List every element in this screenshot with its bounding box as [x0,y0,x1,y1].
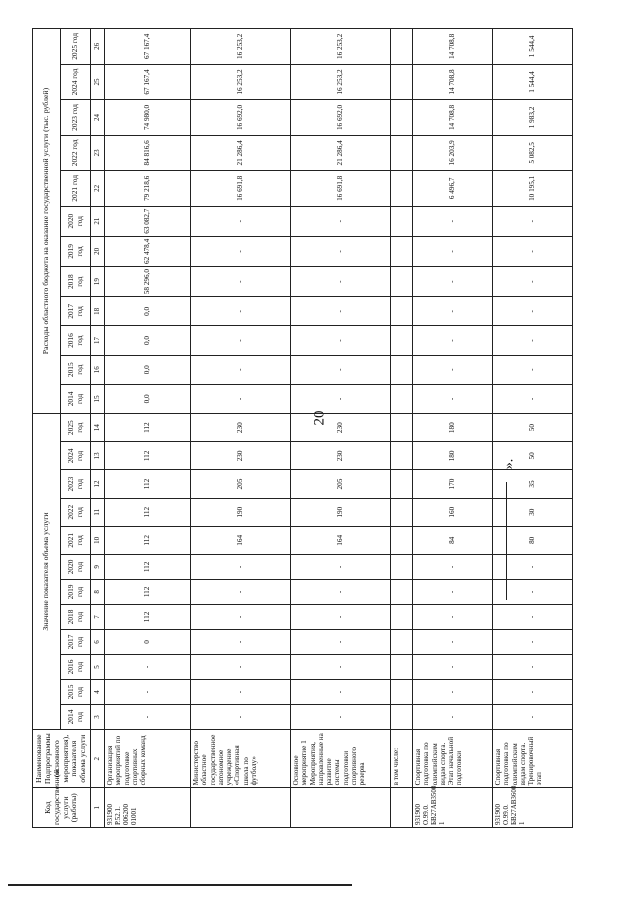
expense-value [391,206,413,236]
expense-value: 58 296,0 [105,267,191,297]
volume-value: 50 [493,442,573,470]
column-index-10: 11 [91,498,105,526]
services-table [32,28,573,828]
volume-value: - [413,629,493,654]
column-index-5: 6 [91,629,105,654]
volume-value [391,414,413,442]
volume-value: - [191,704,291,729]
volume-value: 112 [105,604,191,629]
service-name: Организация мероприятий по подготовке спортивных сборных команд [105,730,191,788]
column-index-25: 26 [91,29,105,65]
expense-value: - [413,206,493,236]
volume-value: - [191,629,291,654]
volume-value [391,654,413,679]
volume-year-3: 2017 год [61,629,91,654]
volume-value: - [413,654,493,679]
column-index-19: 20 [91,236,105,266]
expense-value: 1 544,4 [493,64,573,99]
expense-value: - [191,267,291,297]
column-index-7: 8 [91,579,105,604]
volume-value: - [105,704,191,729]
volume-value: - [493,579,573,604]
volume-value: 164 [291,526,391,554]
volume-value: 160 [413,498,493,526]
expense-value: 16 253,2 [291,29,391,65]
volume-value: - [191,604,291,629]
expense-year-3: 2017 год [61,297,91,326]
volume-value: 180 [413,414,493,442]
expense-value: 0,0 [105,384,191,413]
column-index-21: 22 [91,171,105,206]
volume-value [391,554,413,579]
column-index-0: 1 [91,788,105,828]
expense-value: 0,0 [105,297,191,326]
volume-value: 80 [493,526,573,554]
volume-value: 112 [105,442,191,470]
volume-value: 205 [191,470,291,498]
expense-value [391,135,413,170]
service-code: 931900 О.99.0. БВ27АВ3600 1 [493,788,573,828]
column-index-11: 12 [91,470,105,498]
volume-value: 112 [105,498,191,526]
volume-value: - [191,554,291,579]
volume-year-8: 2022 год [61,498,91,526]
volume-value: - [291,654,391,679]
volume-value: - [413,679,493,704]
column-index-14: 15 [91,384,105,413]
volume-value: - [291,704,391,729]
service-code: 931900 О.99.0. БВ27АВ3500 1 [413,788,493,828]
column-index-20: 21 [91,206,105,236]
expense-value: - [291,355,391,384]
expense-year-11: 2025 год [61,29,91,65]
expense-year-9: 2023 год [61,100,91,135]
expense-value: 16 691,8 [291,171,391,206]
table-row [413,29,493,828]
service-name: Министерство областное государственное автономное учреждение «Спортивная школа по футболу» [191,730,291,788]
column-index-16: 17 [91,326,105,355]
volume-value: - [493,704,573,729]
column-index-2: 3 [91,704,105,729]
expense-year-0: 2014 год [61,384,91,413]
column-index-13: 14 [91,414,105,442]
expense-value: - [191,355,291,384]
column-index-8: 9 [91,554,105,579]
service-code: 931900 Р.52.1. 006200 01001 [105,788,191,828]
expense-value: 16 253,2 [191,64,291,99]
expense-value: - [493,355,573,384]
expense-value: 62 478,4 [105,236,191,266]
expense-value: 0,0 [105,326,191,355]
expense-value: 67 167,4 [105,29,191,65]
volume-value: - [413,554,493,579]
volume-value: - [413,579,493,604]
expense-value: 10 195,1 [493,171,573,206]
volume-year-2: 2016 год [61,654,91,679]
expense-year-2: 2016 год [61,326,91,355]
volume-value: 30 [493,498,573,526]
volume-value: - [191,654,291,679]
expense-value: - [291,206,391,236]
expense-value: 67 167,4 [105,64,191,99]
expense-value: - [413,326,493,355]
volume-value: 180 [413,442,493,470]
expense-year-10: 2024 год [61,64,91,99]
expense-value: 16 253,2 [191,29,291,65]
expense-value [391,267,413,297]
volume-value [391,498,413,526]
volume-value: 112 [105,414,191,442]
expense-value: - [291,384,391,413]
expense-value: 21 286,4 [291,135,391,170]
expense-value: 16 253,2 [291,64,391,99]
column-index-22: 23 [91,135,105,170]
volume-year-5: 2019 год [61,579,91,604]
volume-value: - [291,604,391,629]
expense-value [391,236,413,266]
expense-value: - [493,206,573,236]
expense-value: 63 082,7 [105,206,191,236]
expense-value [391,297,413,326]
volume-value: 112 [105,554,191,579]
expense-value [391,384,413,413]
volume-value: 164 [191,526,291,554]
column-index-18: 19 [91,267,105,297]
expense-value: - [191,326,291,355]
expense-year-5: 2019 год [61,236,91,266]
volume-value: - [291,679,391,704]
volume-value [391,604,413,629]
volume-value: - [291,554,391,579]
expense-value: - [191,236,291,266]
expense-value [391,355,413,384]
table-row [191,29,291,828]
expense-value: 21 286,4 [191,135,291,170]
volume-year-11: 2025 год [61,414,91,442]
expense-value: 1 983,2 [493,100,573,135]
volume-value: 112 [105,526,191,554]
volume-value: 50 [493,414,573,442]
volume-value: 230 [191,442,291,470]
volume-year-6: 2020 год [61,554,91,579]
expense-value: - [291,267,391,297]
expense-value: - [493,236,573,266]
volume-value: 205 [291,470,391,498]
volume-value: - [493,679,573,704]
column-index-24: 25 [91,64,105,99]
header-code: Код государственной услуги (работы) [33,788,91,828]
bottom-rule [8,884,352,886]
closing-mark: ». [501,458,517,470]
expense-value: 84 816,6 [105,135,191,170]
volume-value: - [493,654,573,679]
service-name: Спортивная подготовка по олимпийским видам спорта. Этап начальной подготовки [413,730,493,788]
expense-value [391,326,413,355]
expense-value: - [413,236,493,266]
volume-value: - [493,629,573,654]
service-name: в том числе: [391,730,413,788]
column-index-15: 16 [91,355,105,384]
volume-value: 230 [291,442,391,470]
table-container [32,28,542,828]
expense-value: - [493,326,573,355]
column-index-3: 4 [91,679,105,704]
volume-value: - [191,579,291,604]
expense-value: - [191,297,291,326]
expense-value: - [291,297,391,326]
volume-value: 0 [105,629,191,654]
service-name: Спортивная подготовка по олимпийским видам спорта. Тренировочный этап [493,730,573,788]
expense-value: 16 691,8 [191,171,291,206]
expense-value: - [413,297,493,326]
expense-value: - [413,355,493,384]
expense-value [391,29,413,65]
volume-value [391,526,413,554]
volume-value: - [291,629,391,654]
column-index-6: 7 [91,604,105,629]
volume-value: - [493,554,573,579]
volume-value: 84 [413,526,493,554]
volume-value [391,704,413,729]
expense-value: 16 692,0 [191,100,291,135]
column-index-9: 10 [91,526,105,554]
expense-year-8: 2022 год [61,135,91,170]
expense-value: - [493,297,573,326]
column-index-23: 24 [91,100,105,135]
header-name: Наименование Подпрограммы (основного мероприятия), показателя объема услуги [33,730,91,788]
table-row [105,29,191,828]
volume-year-10: 2024 год [61,442,91,470]
table-row [391,29,413,828]
volume-value: - [105,654,191,679]
volume-value: 190 [191,498,291,526]
expense-value: 14 708,8 [413,100,493,135]
expense-value: 14 708,8 [413,64,493,99]
expense-value: - [413,384,493,413]
column-index-12: 13 [91,442,105,470]
expense-value: - [413,267,493,297]
service-code [291,788,391,828]
expense-value: 79 218,6 [105,171,191,206]
volume-value [391,679,413,704]
volume-year-0: 2014 год [61,704,91,729]
expense-value: 1 544,4 [493,29,573,65]
volume-value: 112 [105,470,191,498]
volume-value [391,470,413,498]
column-index-17: 18 [91,297,105,326]
expense-value: 14 708,8 [413,29,493,65]
header-expense: Расходы областного бюджета на оказание государственной услуги (тыс. рублей) [33,29,61,414]
volume-value: - [291,579,391,604]
volume-value [391,579,413,604]
volume-year-1: 2015 год [61,679,91,704]
volume-value: - [191,679,291,704]
expense-value [391,64,413,99]
expense-value: - [291,326,391,355]
expense-year-1: 2015 год [61,355,91,384]
expense-value: - [191,384,291,413]
page-number: 20 [311,410,328,426]
expense-value: 16 692,0 [291,100,391,135]
service-code [191,788,291,828]
expense-year-4: 2018 год [61,267,91,297]
service-name: Основное мероприятие 1 Мероприятия, направленные на развитие системы подготовки спортивного резерва [291,730,391,788]
expense-value: 16 203,9 [413,135,493,170]
expense-value [391,171,413,206]
expense-year-6: 2020 год [61,206,91,236]
volume-value: - [105,679,191,704]
volume-value: - [493,604,573,629]
expense-value: 74 980,0 [105,100,191,135]
volume-year-7: 2021 год [61,526,91,554]
volume-value: 230 [291,414,391,442]
expense-value: 5 082,5 [493,135,573,170]
volume-value [391,442,413,470]
expense-value: - [493,384,573,413]
volume-value: - [413,704,493,729]
expense-value: - [191,206,291,236]
expense-value [391,100,413,135]
column-index-4: 5 [91,654,105,679]
volume-value: 170 [413,470,493,498]
header-volume: Значение показателя объема услуги [33,414,61,730]
volume-value [391,629,413,654]
column-index-1: 2 [91,730,105,788]
expense-value: - [291,236,391,266]
expense-value: - [493,267,573,297]
expense-value: 6 496,7 [413,171,493,206]
expense-value: 0,0 [105,355,191,384]
service-code [391,788,413,828]
volume-value: - [413,604,493,629]
volume-value: 190 [291,498,391,526]
volume-value: 112 [105,579,191,604]
table-row [291,29,391,828]
volume-value: 230 [191,414,291,442]
volume-value: 35 [493,470,573,498]
expense-year-7: 2021 год [61,171,91,206]
table-row [493,29,573,828]
volume-year-9: 2023 год [61,470,91,498]
volume-year-4: 2018 год [61,604,91,629]
